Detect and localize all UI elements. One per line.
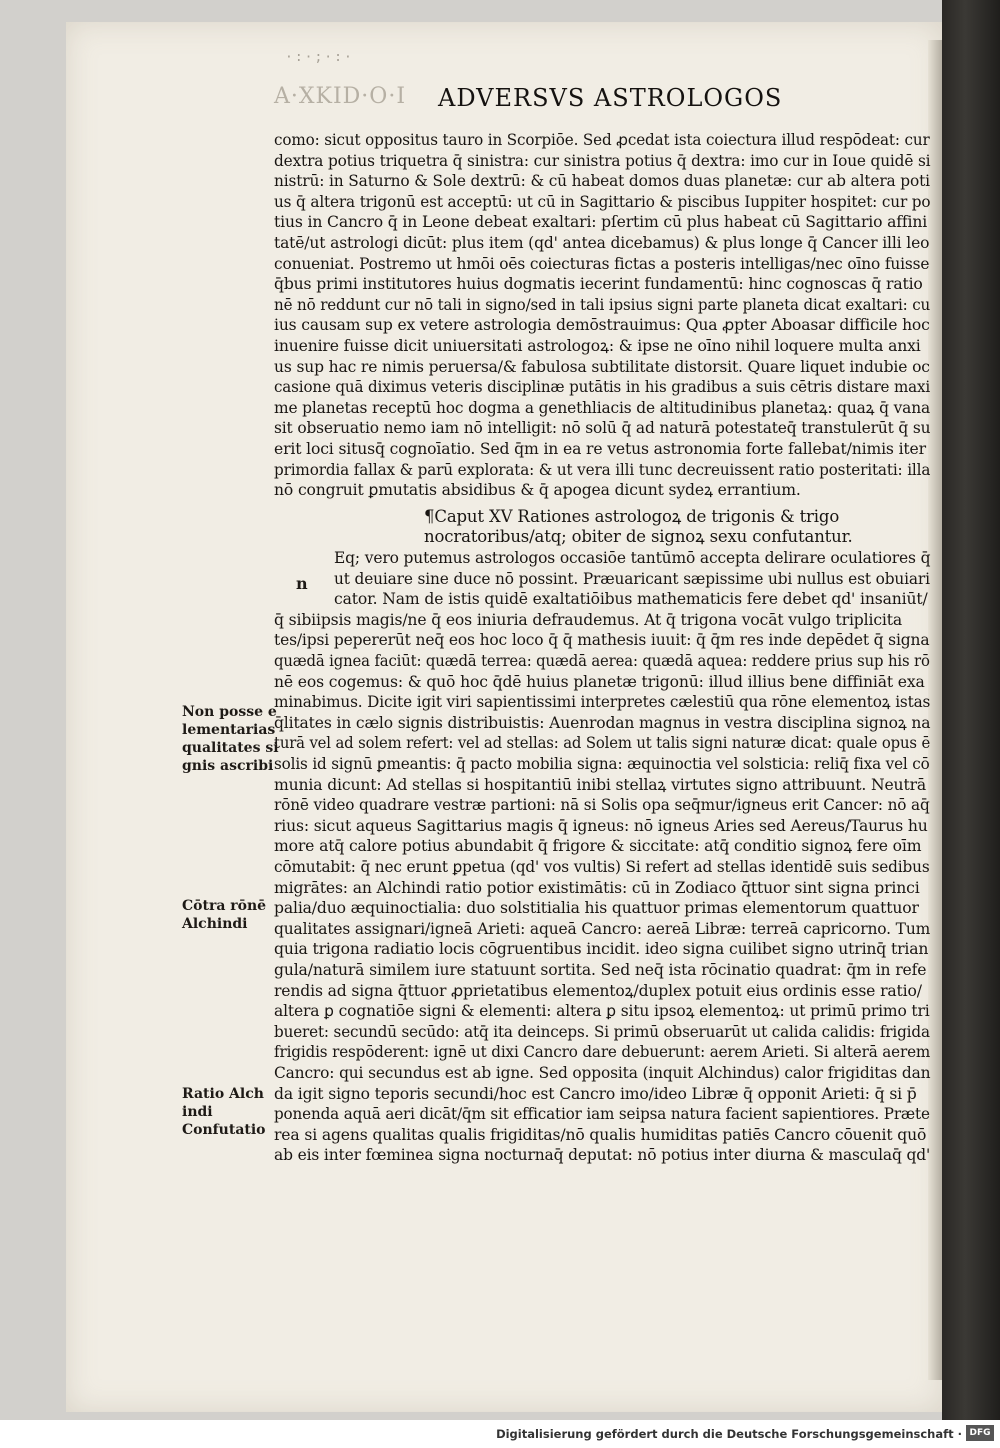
text-line: us sup hac re nimis peruersa/& fabulosa subtilitate distorsit. Quare liquet indubie oc (274, 357, 930, 376)
text-line: frigidis respōderent: ignē ut dixi Cancro dare debuerunt: aerem Arieti. Si alterā aerem (274, 1043, 931, 1062)
text-line: como: sicut oppositus tauro in Scorpiōe. Sed ꝓcedat ista coiectura illud respōdeat: cur (274, 131, 930, 149)
text-line: nē eos cogemus: & quō hoc q̄dē huius planetæ trigonū: illud illius bene diffiniāt exa (274, 672, 925, 691)
text-line: nē nō reddunt cur nō tali in signo/sed in tali ipsius signi parte planeta dicat exaltari: cu (274, 295, 931, 314)
text-line: altera ꝑ cognatiōe signi & elementi: altera ꝑ situ ipsoꝝ elementoꝝ: ut primū primo tri (274, 1002, 930, 1021)
text-line: sit obseruatio nemo iam nō intelligit: nō solū q̄ ad naturā potestateq̄ transtulerūt q̄ su (274, 419, 931, 438)
text-line: da igit signo teporis secundi/hoc est Cancro imo/ideo Libræ q̄ opponit Arieti: q̄ si p̄ (274, 1084, 917, 1103)
text-line: casione quā diximus veteris disciplinæ putātis in his gradibus a suis cētris distare maxi (274, 378, 931, 397)
marginal-note-line: gnis ascribi (182, 758, 274, 774)
text-line: quædā ignea faciūt: quædā terrea: quædā aerea: quædā aquea: reddere prius sup his rō (274, 652, 930, 670)
marginal-note-line: Non posse e (182, 704, 277, 720)
text-line: Eq; vero putemus astrologos occasiōe tantūmō accepta delirare oculatiores q̄ (334, 549, 931, 567)
marginal-note-line: Confutatio (182, 1122, 266, 1138)
text-line: q̄litates in cælo signis distribuistis: Auenrodan magnus in vestra disciplina signoꝝ na (274, 713, 931, 732)
footer-bar (0, 1420, 1000, 1448)
text-line: nō congruit ꝑmutatis absidibus & q̄ apogea dicunt sydeꝝ errantium. (274, 481, 801, 500)
marginal-note-line: lementarias (182, 722, 276, 738)
dfg-logo: DFG (966, 1425, 994, 1441)
text-line: us q̄ altera trigonū est acceptū: ut cū in Sagittario & piscibus Iuppiter hospitet: cur po (274, 192, 931, 211)
marginal-note-line: qualitates si (182, 740, 279, 756)
text-line: turā vel ad solem refert: vel ad stellas: ad Solem ut talis signi naturæ dicat: quale opus ē (274, 734, 931, 753)
marginal-note-line: indi (182, 1104, 213, 1120)
marginal-note-line: Ratio Alch (182, 1086, 264, 1102)
running-head-title: ADVERSVS ASTROLOGOS (438, 84, 783, 112)
text-line: qualitates assignari/igneā Arieti: aqueā Cancro: aereā Libræ: terreā capricorno. Tum (274, 919, 931, 938)
faint-mark: ·:·;·:· (285, 50, 354, 65)
running-head-left: A·XKID·O·I (274, 84, 407, 109)
text-line: Cancro: qui secundus est ab igne. Sed opposita (inquit Alchindus) calor frigiditas dan (274, 1064, 931, 1082)
text-line: munia dicunt: Ad stellas si hospitantiū inibi stellaꝝ virtutes signo attribuunt. Neutrā (274, 775, 927, 794)
text-line: rendis ad signa q̄ttuor ꝓprietatibus elementoꝝ/duplex potuit eius ordinis esse ratio/ (274, 981, 922, 1000)
text-line: nocratoribus/atq; obiter de signoꝝ sexu confutantur. (424, 527, 853, 547)
text-line: solis id signū ꝑmeantis: q̄ pacto mobilia signa: æquinoctia vel solsticia: reliq̄ fixa vel cō (274, 755, 930, 773)
text-line: conueniat. Postremo ut hmōi oēs coiecturas fictas a posteris intelligas/nec oīno fuisse (274, 254, 930, 273)
text-line: cōmutabit: q̄ nec erunt ꝑpetua (qd' vos vultis) Si refert ad stellas identidē suis sedibus (274, 858, 930, 876)
text-line: minabimus. Dicite igit viri sapientissimi interpretes cælestiū qua rōne elementoꝝ istas (274, 693, 931, 712)
text-line: me planetas receptū hoc dogma a genethliacis de altitudinibus planetaꝝ: quaꝝ q̄ vana (274, 398, 931, 417)
text-line: erit loci situsq̄ cognoīatio. Sed q̄m in ea re vetus astronomia forte fallebat/nimis iter (274, 440, 926, 458)
text-line: ¶Caput XV Rationes astrologoꝝ de trigonis & trigo (424, 506, 840, 526)
text-line: rea si agens qualitas qualis frigiditas/nō qualis humiditas patiēs Cancro cōuenit quō (274, 1125, 927, 1144)
text-line: ponenda aquā aeri dicāt/q̄m sit efficatior iam seipsa natura facient sapientiores. Præte (274, 1105, 930, 1124)
text-line: inuenire fuisse dicit uniuersitati astrologoꝝ: & ipse ne oīno nihil loquere multa anxi (274, 337, 921, 355)
text-line: q̄bus primi institutores huius dogmatis iecerint fundamentū: hinc cognoscas q̄ ratio (274, 275, 923, 294)
text-line: palia/duo æquinoctialia: duo solstitialia his quattuor primas elementorum quattuor (274, 899, 919, 918)
text-line: cator. Nam de istis quidē exaltatiōibus mathematicis fere debet qd' insaniūt/ (334, 590, 928, 609)
text-line: ut deuiare sine duce nō possint. Præuaricant sæpissime ubi nullus est obuiari (334, 569, 930, 588)
binding-gutter (942, 0, 1000, 1420)
text-line: tes/ipsi pepererūt neq̄ eos hoc loco q̄ q̄ mathesis iuuit: q̄ q̄m res inde depēdet q̄ signa (274, 631, 930, 650)
text-line: bueret: secundū secūdo: atq̄ ita deinceps. Si primū obseruarūt ut calida calidis: frigida (274, 1022, 930, 1041)
text-line: rōnē video quadrare vestræ partioni: nā si Solis opa seq̄mur/igneus erit Cancer: nō aq̄ (274, 796, 930, 815)
text-line: rius: sicut aqueus Sagittarius magis q̄ igneus: nō igneus Aries sed Aereus/Taurus hu (274, 816, 928, 835)
text-line: primordia fallax & parū explorata: & ut vera illi tunc decreuissent ratio posteritati: illa (274, 460, 931, 479)
text-line: quia trigona radiatio locis cōgruentibus incidit. ideo signa cuilibet signo utrinq̄ trian (274, 940, 929, 959)
text-line: nistrū: in Saturno & Sole dextrū: & cū habeat domos duas planetæ: cur ab altera poti (274, 172, 930, 191)
text-line: tatē/ut astrologi dicūt: plus item (qd' antea dicebamus) & plus longe q̄ Cancer illi leo (274, 234, 930, 252)
marginal-note-line: Alchindi (182, 916, 248, 932)
text-line: more atq̄ calore potius abundabit q̄ frigore & siccitate: atq̄ conditio signoꝝ fere oīm (274, 837, 922, 856)
initial-letter: n (296, 574, 308, 593)
marginal-note-line: Cōtra rōnē (182, 898, 267, 914)
text-line: q̄ sibiipsis magis/ne q̄ eos iniuria defraudemus. At q̄ trigona vocāt vulgo triplicita (274, 610, 902, 629)
text-line: dextra potius triquetra q̄ sinistra: cur sinistra potius q̄ dextra: imo cur in Ioue quidē si (274, 151, 931, 170)
text-line: gula/naturā similem iure statuunt sortita. Sed neq̄ ista rōcinatio quadrat: q̄m in refe (274, 961, 927, 979)
text-line: ab eis inter fœminea signa nocturnaq̄ deputat: nō potius inter diurna & masculaq̄ qd' (274, 1146, 931, 1165)
text-line: tius in Cancro q̄ in Leone debeat exaltari: pſertim cū plus habeat cū Sagittario affini (274, 213, 928, 232)
text-line: migrātes: an Alchindi ratio potior existimātis: cū in Zodiaco q̄ttuor sint signa princi (274, 878, 920, 897)
footer-credit: Digitalisierung gefördert durch die Deutsche Forschungsgemeinschaft · (496, 1427, 962, 1441)
text-line: ius causam sup ex vetere astrologia demōstrauimus: Qua ꝓpter Aboasar difficile hoc (274, 316, 930, 335)
